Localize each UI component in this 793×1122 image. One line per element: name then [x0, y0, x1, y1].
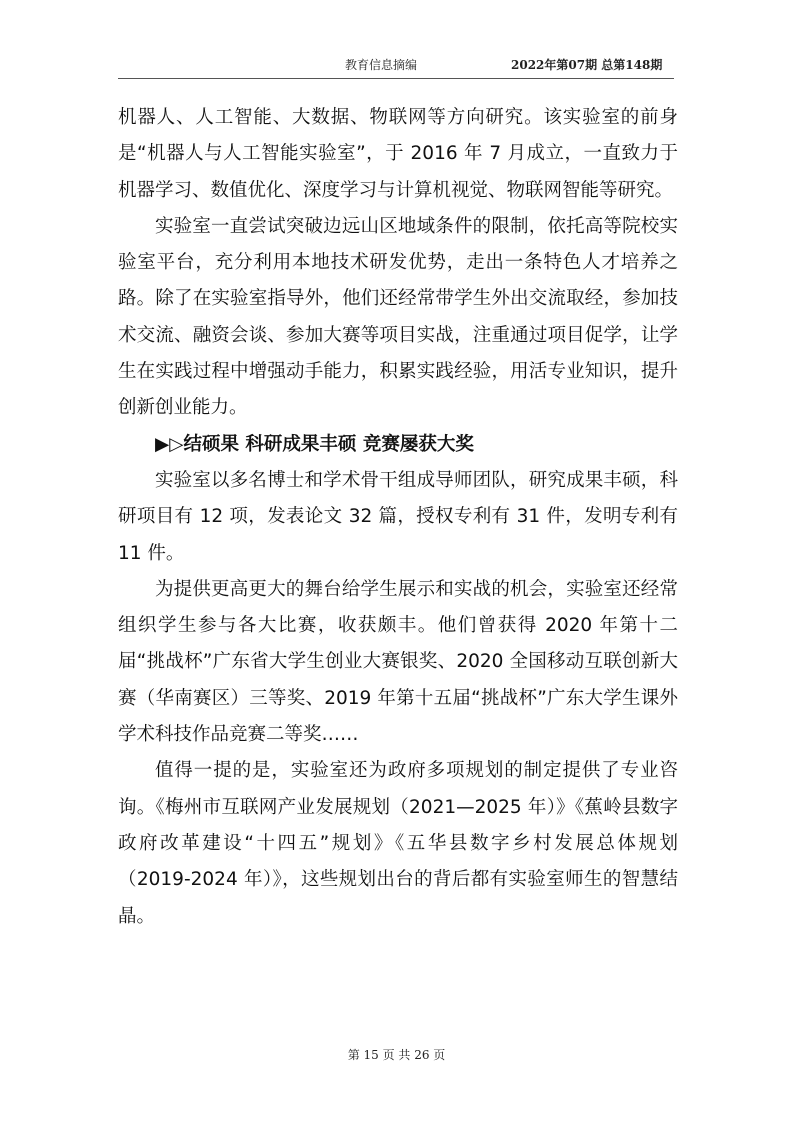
- publication-title: 教育信息摘编: [345, 58, 418, 72]
- section-heading: ▶▷结硕果 科研成果丰硕 竞赛屡获大奖: [155, 433, 474, 455]
- page-header: [0, 56, 793, 76]
- paragraph-5: 值得一提的是，实验室还为政府多项规划的制定提供了专业咨询。《梅州市互联网产业发展规划（2021—2025 年）》《蕉岭县数字政府改革建设“十四五”规划》《五华县数字乡村发展总体规划（2019-2024 年）》，这些规划出台的背后都有实验室师生的智慧结晶。: [118, 760, 678, 927]
- paragraph-2: 实验室一直尝试突破边远山区地域条件的限制，依托高等院校实验室平台，充分利用本地技术研发优势，走出一条特色人才培养之路。除了在实验室指导外，他们还经常带学生外出交流取经，参加技术交流、融资会谈、参加大赛等项目实战，注重通过项目促学，让学生在实践过程中增强动手能力，积累实践经验，用活专业知识，提升创新创业能力。: [118, 215, 678, 419]
- paragraph-3: 实验室以多名博士和学术骨干组成导师团队，研究成果丰硕，科研项目有 12 项，发表论文 32 篇，授权专利有 31 件，发明专利有 11 件。: [118, 469, 678, 564]
- paragraph-1: 机器人、人工智能、大数据、物联网等方向研究。该实验室的前身是“机器人与人工智能实验室”，于 2016 年 7 月成立，一直致力于机器学习、数值优化、深度学习与计算机视觉、物联网智能等研究。: [118, 107, 678, 201]
- page-footer: 第 15 页 共 26 页: [347, 1048, 446, 1062]
- issue-number: 2022年第07期 总第148期: [511, 58, 663, 72]
- paragraph-4: 为提供更高更大的舞台给学生展示和实战的机会，实验室还经常组织学生参与各大比赛，收获颇丰。他们曾获得 2020 年第十二届“挑战杯”广东省大学生创业大赛银奖、2020 全国移动互联创新大赛（华南赛区）三等奖、2019 年第十五届“挑战杯”广东大学生课外学术科技作品竞赛二等奖……: [118, 578, 678, 746]
- article-body: [118, 100, 678, 935]
- header-divider: [118, 78, 674, 79]
